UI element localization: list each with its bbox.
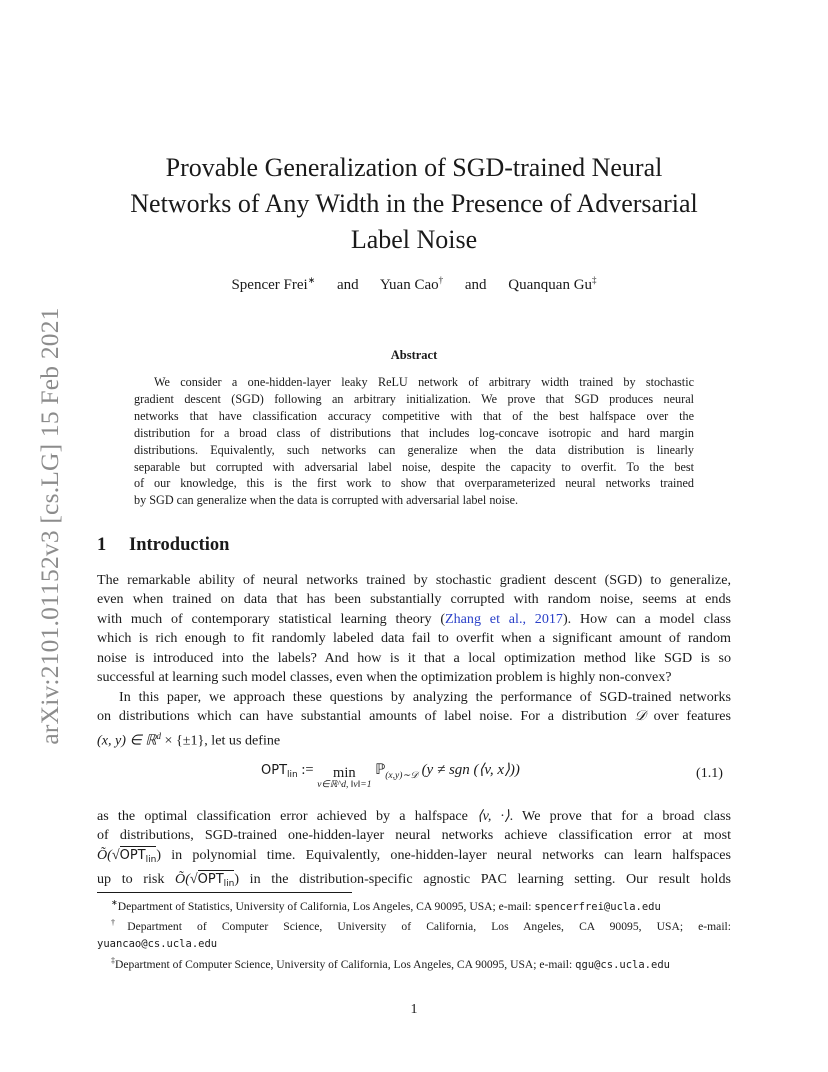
text-line: noise is introduced into the labels? And how is it that a local optimization method like SGD is so <box>97 649 731 666</box>
math-symbol: OPT <box>119 847 146 863</box>
text-line <box>97 807 731 826</box>
math-expression: (y ≠ sgn (⟨v, x⟩)) <box>421 762 520 778</box>
text-line: of distributions, SGD-trained one-hidden-layer neural networks achieve classification error at most <box>97 827 731 844</box>
math-operator: min <box>333 765 356 781</box>
author-separator: and <box>464 277 487 293</box>
text-fragment: over features <box>653 708 731 725</box>
footnote-text: Department of Computer Science, University of California, Los Angeles, CA 90095, USA; e-mail: <box>127 920 731 934</box>
footnote-divider <box>97 892 352 893</box>
math-subscript: lin <box>287 770 298 780</box>
text-line <box>97 610 731 629</box>
author-mark: ‡ <box>592 275 597 285</box>
footnote <box>97 895 731 915</box>
text-fragment: . We prove that for a broad class <box>509 808 732 824</box>
text-line: In this paper, we approach these questions by analyzing the performance of SGD-trained networks <box>119 689 731 705</box>
footnote-continuation <box>97 936 731 953</box>
math-expression: Õ(√ <box>175 871 198 888</box>
math-min <box>317 765 371 790</box>
author-name: Spencer Frei <box>231 277 308 293</box>
math-expression: (x, y) ∈ ℝ <box>97 732 157 749</box>
text-fragment: with much of contemporary statistical learning theory ( <box>97 610 446 627</box>
email-link[interactable]: spencerfrei@ucla.edu <box>534 900 661 913</box>
text-line <box>97 707 731 726</box>
text-line: successful at learning such model classes, even when the optimization problem is highly non-convex? <box>97 669 672 686</box>
math-symbol: ℙ <box>375 762 386 778</box>
author-list <box>90 275 738 294</box>
footnote-text: Department of Statistics, University of California, Los Angeles, CA 90095, USA; e-mail: <box>117 899 532 913</box>
paper-title <box>90 150 738 258</box>
citation-link[interactable]: Zhang et al., 2017 <box>445 610 563 627</box>
author-mark: † <box>438 275 444 285</box>
text-fragment: ) in the distribution-specific agnostic PAC learning setting. Our result holds <box>234 871 731 888</box>
author-name: Quanquan Gu <box>508 277 593 293</box>
equation-1-1 <box>261 760 520 790</box>
section-number: 1 <box>97 535 107 555</box>
title-line: Networks of Any Width in the Presence of Adversarial <box>130 189 698 218</box>
section-heading <box>97 535 229 556</box>
paragraph-2 <box>97 688 731 751</box>
math-subscript: lin <box>145 854 157 865</box>
footnote-mark: † <box>111 918 128 928</box>
abstract-line: separable but corrupted with adversarial label noise, despite the capacity to overfit. To the best <box>134 459 694 474</box>
text-fragment: as the optimal classification error achieved by a halfspace <box>97 808 468 824</box>
footnote-mark: ∗ <box>111 898 118 907</box>
footnote-mark: ‡ <box>111 955 115 965</box>
equation-number: (1.1) <box>696 765 724 781</box>
abstract-body <box>134 374 694 509</box>
author-mark: ∗ <box>307 275 316 285</box>
math-symbol: OPT <box>197 872 224 888</box>
text-line: even when trained on data that has been substantially corrupted with random noise, seems at ends <box>97 591 731 608</box>
email-link[interactable]: qgu@cs.ucla.edu <box>575 958 670 971</box>
abstract-line: networks that have classification accuracy competitive with that of the best halfspace over the <box>134 408 694 423</box>
text-line <box>97 727 731 751</box>
text-fragment: ) in polynomial time. Equivalently, one-hidden-layer neural networks can learn halfspaces <box>156 846 731 863</box>
text-line: which is rich enough to fit randomly labeled data fail to overfit when a significant amount of random <box>97 630 731 647</box>
footnotes <box>97 895 731 973</box>
author-separator: and <box>337 277 359 293</box>
paragraph-1 <box>97 571 731 687</box>
footnote <box>97 953 731 973</box>
math-operator: := <box>301 762 314 778</box>
math-radicand <box>197 870 235 890</box>
math-superscript: d <box>156 730 161 741</box>
abstract-line: gradient descent (SGD) following an arbitrary initialization. We prove that SGD produces neural <box>134 391 694 406</box>
footnote-text: Department of Computer Science, University of California, Los Angeles, CA 90095, USA; e-mail: <box>115 957 573 971</box>
math-radicand <box>120 846 157 863</box>
text-fragment: up to risk <box>97 871 165 888</box>
footnote <box>97 915 731 935</box>
section-title: Introduction <box>129 535 230 555</box>
abstract-heading: Abstract <box>390 348 438 362</box>
title-line: Label Noise <box>350 225 478 254</box>
arxiv-watermark: arXiv:2101.01152v3 [cs.LG] 15 Feb 2021 <box>35 307 64 745</box>
math-expression: ⟨v, ·⟩ <box>477 808 510 824</box>
math-symbol: OPT <box>261 763 288 778</box>
text-line <box>97 846 731 870</box>
text-fragment: on distributions which can have substantial amounts of label noise. For a distribution <box>97 708 627 725</box>
title-line: Provable Generalization of SGD-trained Neural <box>165 153 663 182</box>
abstract-line: by SGD can generalize when the data is corrupted with adversarial label noise. <box>134 493 519 508</box>
paragraph-3 <box>97 807 731 895</box>
math-subscript: v∈ℝ^d, ‖v‖=1 <box>317 780 372 790</box>
math-subscript: (x,y)∼𝒟 <box>385 771 418 781</box>
abstract-line: distributions. Equivalently, such networks can generalize when the data distribution is linearly <box>134 442 694 457</box>
text-fragment: ). How can a model class <box>562 610 731 627</box>
math-expression: Õ(√ <box>97 846 120 863</box>
text-fragment: × {±1}, let us define <box>164 732 281 749</box>
abstract-line: of our knowledge, this is the first work to show that overparameterized neural networks trained <box>134 476 694 491</box>
email-link[interactable]: yuancao@cs.ucla.edu <box>97 937 218 950</box>
text-line: The remarkable ability of neural networks trained by stochastic gradient descent (SGD) to generalize, <box>97 572 731 588</box>
text-line <box>97 870 731 894</box>
author-name: Yuan Cao <box>379 277 439 293</box>
page-number: 1 <box>410 1002 418 1017</box>
abstract-line: We consider a one-hidden-layer leaky ReLU network of arbitrary width trained by stochastic <box>154 375 694 389</box>
math-subscript: lin <box>223 879 235 890</box>
math-symbol: 𝒟 <box>634 708 646 725</box>
abstract-line: distribution for a broad class of distributions that includes log-concave isotropic and hard margin <box>134 425 694 440</box>
